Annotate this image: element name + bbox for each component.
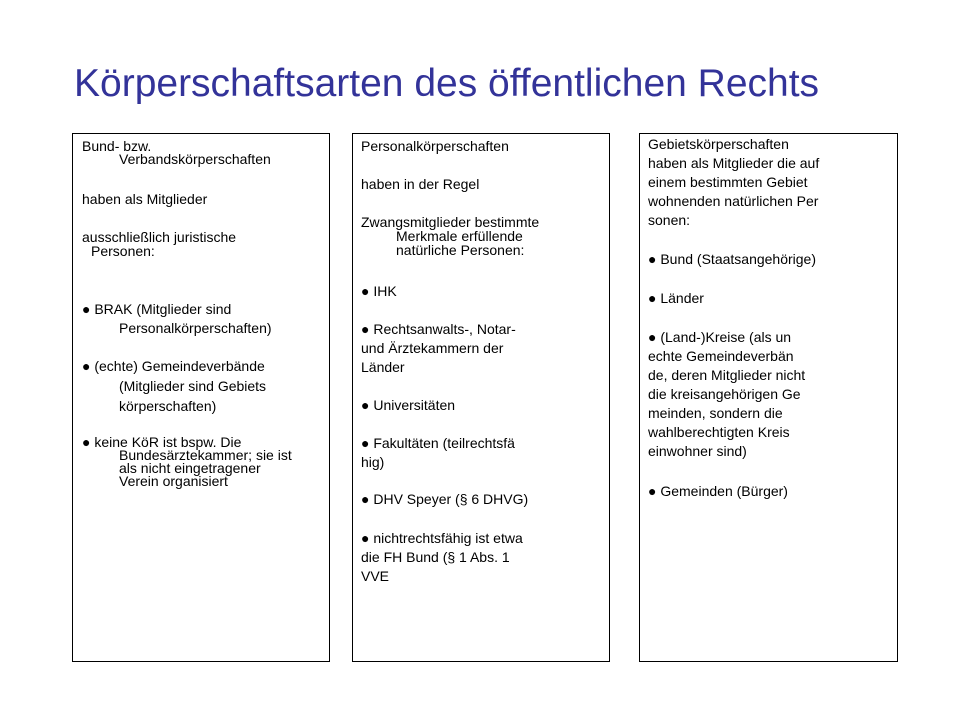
bullet-item-continuation: hig) bbox=[361, 454, 385, 470]
bullet-item-continuation: die kreisangehörigen Ge bbox=[648, 386, 801, 402]
paragraph-line: ausschließlich juristische bbox=[82, 229, 237, 245]
bullet-item-continuation: und Ärztekammern der bbox=[361, 340, 504, 356]
bullet-item: ● keine KöR ist bspw. Die bbox=[82, 434, 242, 450]
bullet-item-continuation: einwohner sind) bbox=[648, 443, 747, 459]
paragraph-line: Merkmale erfüllende bbox=[396, 228, 523, 244]
bullet-item-continuation: de, deren Mitglieder nicht bbox=[648, 367, 806, 383]
column-heading: Personalkörperschaften bbox=[361, 138, 509, 154]
bullet-item: ● (echte) Gemeindeverbände bbox=[82, 358, 265, 374]
paragraph-line: haben als Mitglieder bbox=[82, 191, 208, 207]
bullet-item: ● DHV Speyer (§ 6 DHVG) bbox=[361, 491, 529, 507]
bullet-item-continuation: VVE bbox=[361, 568, 390, 584]
bullet-item-continuation: körperschaften) bbox=[119, 398, 217, 414]
bullet-item-continuation: als nicht eingetragener bbox=[119, 460, 261, 476]
bullet-item-continuation: wahlberechtigten Kreis bbox=[648, 424, 790, 440]
bullet-item-continuation: die FH Bund (§ 1 Abs. 1 bbox=[361, 549, 510, 565]
bullet-item: ● Fakultäten (teilrechtsfä bbox=[361, 435, 515, 451]
paragraph-line: einem bestimmten Gebiet bbox=[648, 174, 808, 190]
paragraph-line: Zwangsmitglieder bestimmte bbox=[361, 214, 540, 230]
slide-title: Körperschaftsarten des öffentlichen Rechts bbox=[74, 62, 820, 105]
bullet-item: ● Länder bbox=[648, 290, 704, 306]
bullet-item-continuation: meinden, sondern die bbox=[648, 405, 783, 421]
bullet-item: ● Rechtsanwalts-, Notar- bbox=[361, 321, 516, 337]
paragraph-line: haben als Mitglieder die auf bbox=[648, 155, 820, 171]
bullet-item-continuation: Personalkörperschaften) bbox=[119, 320, 272, 336]
bullet-item: ● IHK bbox=[361, 283, 397, 299]
paragraph-line: sonen: bbox=[648, 212, 691, 228]
bullet-item-continuation: Länder bbox=[361, 359, 405, 375]
bullet-item: ● Gemeinden (Bürger) bbox=[648, 483, 788, 499]
paragraph-line: haben in der Regel bbox=[361, 176, 480, 192]
column-heading: Gebietskörperschaften bbox=[648, 136, 789, 152]
column-personalkoerperschaften bbox=[352, 133, 610, 662]
paragraph-line: natürliche Personen: bbox=[396, 242, 525, 258]
column-gebietskoerperschaften bbox=[639, 133, 898, 662]
column-verbandskoerperschaften bbox=[72, 133, 330, 662]
column-heading: Bund- bzw. bbox=[82, 138, 152, 154]
bullet-item: ● nichtrechtsfähig ist etwa bbox=[361, 530, 523, 546]
bullet-item: ● BRAK (Mitglieder sind bbox=[82, 301, 232, 317]
bullet-item-continuation: Verein organisiert bbox=[119, 473, 228, 489]
bullet-item: ● Universitäten bbox=[361, 397, 456, 413]
bullet-item: ● Bund (Staatsangehörige) bbox=[648, 251, 817, 267]
paragraph-line: wohnenden natürlichen Per bbox=[648, 193, 819, 209]
bullet-item-continuation: echte Gemeindeverbän bbox=[648, 348, 794, 364]
paragraph-line: Personen: bbox=[91, 243, 155, 259]
bullet-item: ● (Land-)Kreise (als un bbox=[648, 329, 792, 345]
bullet-item-continuation: Bundesärztekammer; sie ist bbox=[119, 447, 292, 463]
column-heading-continuation: Verbandskörperschaften bbox=[119, 151, 271, 167]
bullet-item-continuation: (Mitglieder sind Gebiets bbox=[119, 378, 267, 394]
